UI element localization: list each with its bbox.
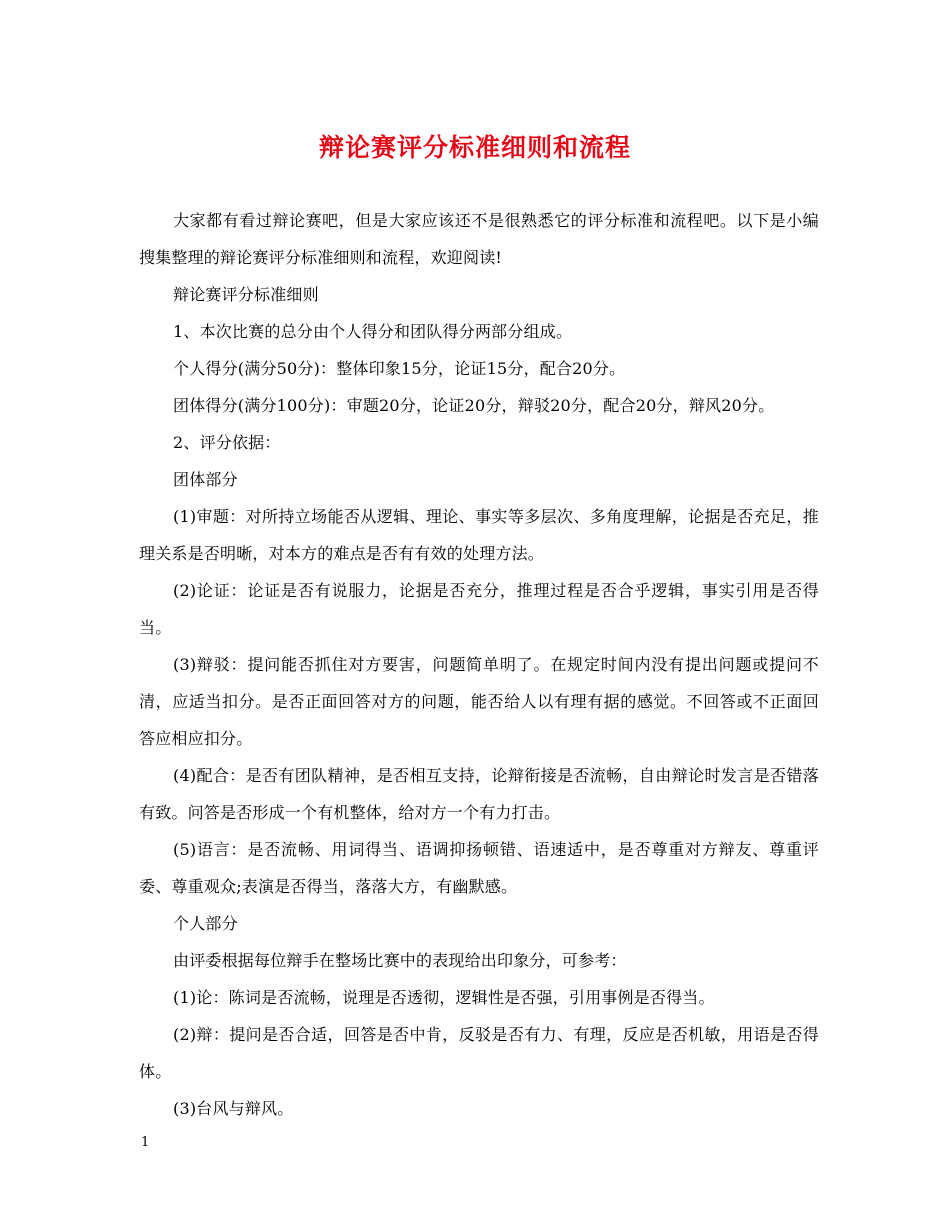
paragraph-argumentation: (2)论证：论证是否有说服力，论据是否充分，推理过程是否合乎逻辑，事实引用是否得当。 xyxy=(139,581,819,637)
paragraph-individual-score: 个人得分(满分50分)：整体印象15分，论证15分，配合20分。 xyxy=(173,359,626,378)
paragraph-rebuttal: (3)辩驳：提问能否抓住对方要害，问题简单明了。在规定时间内没有提出问题或提问不清，应适当扣分。是否正面回答对方的问题，能否给人以有理有据的感觉。不回答或不正面回答应相应扣分。 xyxy=(139,655,819,748)
paragraph-team-part: 团体部分 xyxy=(173,470,238,489)
page-number: 1 xyxy=(141,1135,150,1150)
paragraph-team-score: 团体得分(满分100分)：审题20分，论证20分，辩驳20分，配合20分，辩风20分。 xyxy=(173,396,775,415)
document-title: 辩论赛评分标准细则和流程 xyxy=(318,133,631,162)
paragraph-language: (5)语言：是否流畅、用词得当、语调抑扬顿错、语速适中，是否尊重对方辩友、尊重评委、尊重观众;表演是否得当，落落大方，有幽默感。 xyxy=(139,840,819,896)
paragraph-impression-score: 由评委根据每位辩手在整场比赛中的表现给出印象分，可参考： xyxy=(173,951,627,970)
paragraph-statement: (1)论：陈词是否流畅，说理是否透彻，逻辑性是否强，引用事例是否得当。 xyxy=(173,988,715,1007)
paragraph-intro: 大家都有看过辩论赛吧，但是大家应该还不是很熟悉它的评分标准和流程吧。以下是小编搜集整理的辩论赛评分标准细则和流程，欢迎阅读! xyxy=(139,211,819,267)
paragraph-scoring-basis: 2、评分依据： xyxy=(173,433,281,452)
paragraph-debate: (2)辩：提问是否合适，回答是否中肯，反驳是否有力、有理，反应是否机敏，用语是否得体。 xyxy=(139,1025,819,1081)
paragraph-cooperation: (4)配合：是否有团队精神，是否相互支持，论辩衔接是否流畅，自由辩论时发言是否错落有致。问答是否形成一个有机整体，给对方一个有力打击。 xyxy=(139,766,819,822)
document-body xyxy=(139,202,819,1127)
paragraph-topic-analysis: (1)审题：对所持立场能否从逻辑、理论、事实等多层次、多角度理解，论据是否充足，推理关系是否明晰，对本方的难点是否有有效的处理方法。 xyxy=(139,507,819,563)
paragraph-individual-part: 个人部分 xyxy=(173,914,238,933)
paragraph-stage-style: (3)台风与辩风。 xyxy=(173,1099,294,1118)
paragraph-total-score: 1、本次比赛的总分由个人得分和团队得分两部分组成。 xyxy=(173,322,573,341)
paragraph-section-heading: 辩论赛评分标准细则 xyxy=(173,285,319,304)
